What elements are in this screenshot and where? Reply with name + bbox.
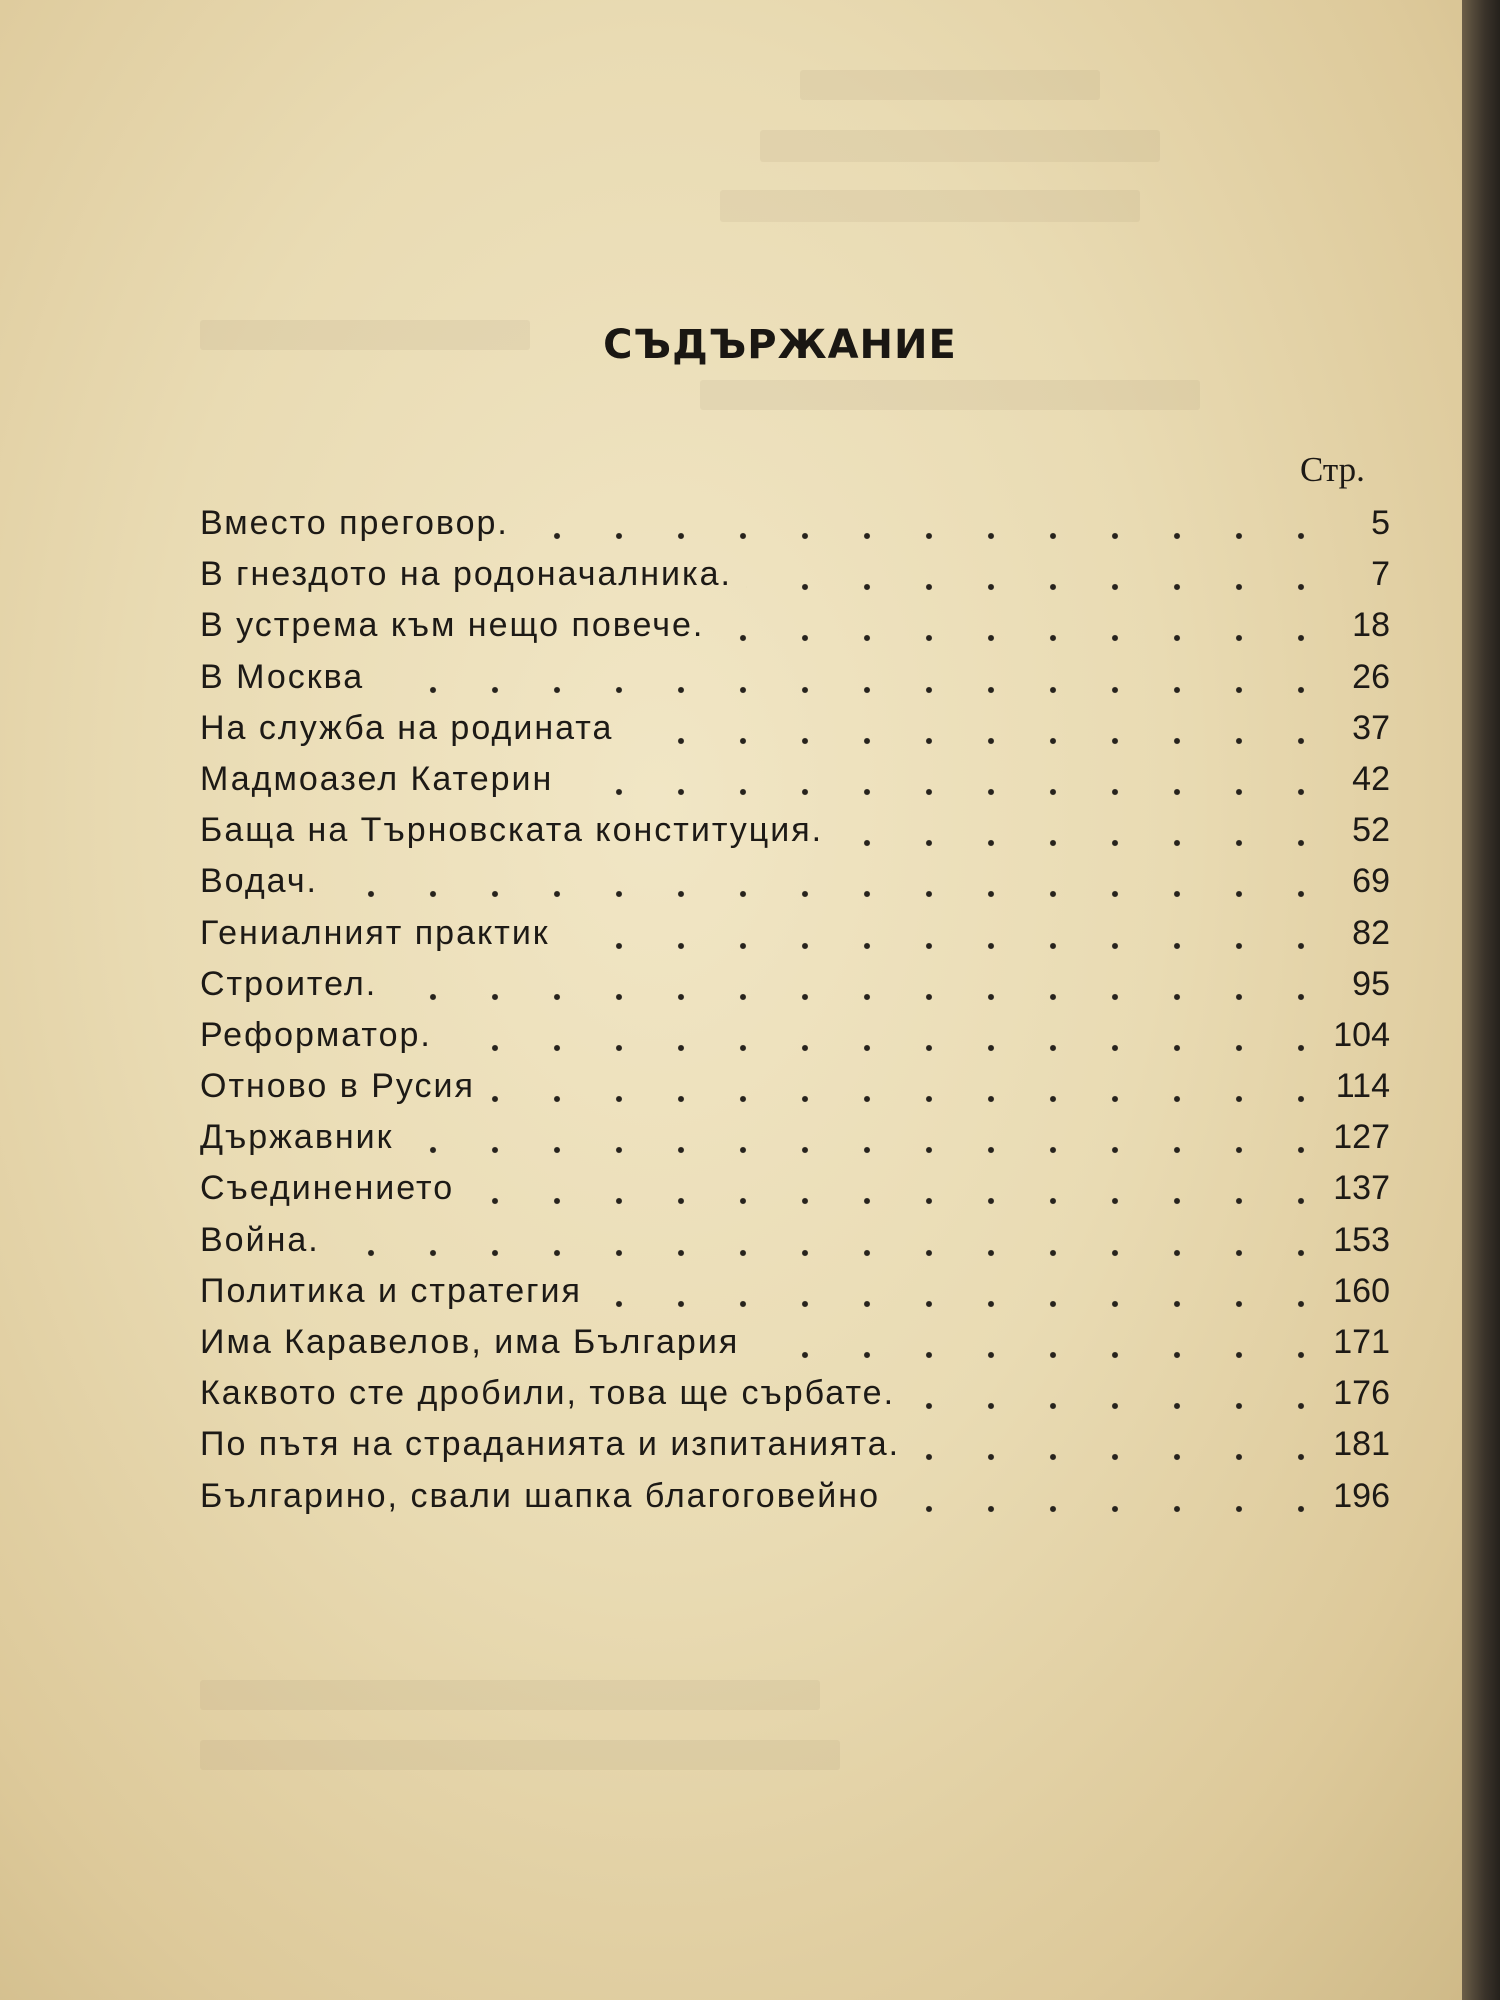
- dot-leader: [567, 788, 1332, 796]
- toc-entry: [200, 705, 1390, 756]
- dot-leader: [596, 1300, 1332, 1308]
- toc-entry-page: 26: [1352, 657, 1390, 696]
- toc-entry-page: 153: [1333, 1220, 1390, 1259]
- toc-entry-title: Има Каравелов, има България: [200, 1323, 740, 1361]
- dot-leader: [332, 890, 1332, 898]
- dot-leader: [446, 1044, 1332, 1052]
- toc-entry-title: Война.: [200, 1220, 320, 1259]
- toc-entry-title: Политика и стратегия: [200, 1271, 582, 1310]
- toc-entry-page: 18: [1352, 606, 1390, 645]
- table-of-contents: [200, 500, 1390, 1524]
- toc-entry: [200, 654, 1390, 705]
- bleed-through-text: [720, 190, 1140, 222]
- toc-entry-page: 69: [1352, 862, 1390, 901]
- toc-entry: [200, 1012, 1390, 1063]
- bleed-through-text: [200, 1740, 840, 1770]
- toc-entry-page: 171: [1333, 1323, 1390, 1361]
- toc-entry-title: Мадмоазел Катерин: [200, 759, 554, 798]
- dot-leader: [837, 839, 1332, 847]
- toc-entry: [200, 1114, 1390, 1165]
- toc-entry-title: Водач.: [200, 862, 319, 901]
- toc-entry-title: Българино, свали шапка благоговейно: [200, 1476, 880, 1515]
- toc-entry-page: 42: [1352, 759, 1390, 798]
- bleed-through-text: [800, 70, 1100, 100]
- dot-leader: [718, 634, 1332, 642]
- toc-entry-title: В устрема към нещо повече.: [200, 606, 705, 645]
- dot-leader: [489, 1095, 1332, 1103]
- toc-entry: [200, 1063, 1390, 1114]
- toc-entry-page: 160: [1333, 1271, 1390, 1310]
- toc-entry-title: Гениалният практик: [200, 913, 550, 952]
- dot-leader: [914, 1453, 1332, 1461]
- toc-entry: [200, 1473, 1390, 1524]
- dot-leader: [523, 532, 1332, 540]
- bleed-through-text: [700, 380, 1200, 410]
- toc-entry: [200, 858, 1390, 909]
- toc-entry: [200, 602, 1390, 653]
- dot-leader: [378, 686, 1332, 694]
- toc-entry: [200, 1370, 1390, 1421]
- toc-entry-title: В гнездото на родоначалника.: [200, 555, 732, 594]
- dot-leader: [746, 583, 1332, 591]
- toc-entry-title: Каквото сте дробили, това ще сърбате.: [200, 1374, 896, 1413]
- page-title: СЪДЪРЖАНИЕ: [603, 322, 957, 368]
- toc-entry-page: 82: [1352, 913, 1390, 952]
- dot-leader: [753, 1351, 1332, 1359]
- toc-entry-title: Вместо преговор.: [200, 504, 509, 542]
- toc-entry-page: 196: [1333, 1476, 1390, 1515]
- toc-entry-page: 37: [1352, 708, 1390, 747]
- dot-leader: [334, 1249, 1332, 1257]
- toc-entry: [200, 1217, 1390, 1268]
- page-edge-shadow: [1462, 0, 1500, 2000]
- toc-entry: [200, 807, 1390, 858]
- dot-leader: [627, 737, 1332, 745]
- dot-leader: [909, 1402, 1332, 1410]
- bleed-through-text: [760, 130, 1160, 162]
- dot-leader: [408, 1146, 1332, 1154]
- toc-entry: [200, 910, 1390, 961]
- toc-entry: [200, 1165, 1390, 1216]
- bleed-through-text: [200, 1680, 820, 1710]
- toc-entry: [200, 961, 1390, 1012]
- toc-entry-title: Отново в Русия: [200, 1067, 475, 1106]
- toc-entry-title: Държавник: [200, 1118, 394, 1157]
- toc-entry-page: 7: [1371, 555, 1390, 594]
- toc-entry-page: 95: [1352, 964, 1390, 1003]
- toc-entry-title: Баща на Търновската конституция.: [200, 811, 824, 850]
- toc-entry: [200, 1319, 1390, 1370]
- bleed-through-text: [200, 320, 530, 350]
- toc-entry-page: 176: [1333, 1374, 1390, 1413]
- dot-leader: [564, 942, 1332, 950]
- toc-entry: [200, 500, 1390, 551]
- toc-entry-page: 104: [1333, 1015, 1390, 1054]
- toc-entry: [200, 1268, 1390, 1319]
- toc-entry-title: Строител.: [200, 964, 378, 1003]
- toc-entry-title: Реформатор.: [200, 1015, 432, 1054]
- toc-entry-title: На служба на родината: [200, 708, 614, 747]
- toc-entry: [200, 551, 1390, 602]
- toc-entry-title: Съединението: [200, 1169, 455, 1208]
- toc-entry-page: 5: [1371, 504, 1390, 542]
- dot-leader: [468, 1197, 1332, 1205]
- dot-leader: [391, 993, 1332, 1001]
- toc-entry-title: В Москва: [200, 657, 365, 696]
- toc-entry: [200, 1421, 1390, 1472]
- toc-entry-page: 114: [1335, 1067, 1390, 1106]
- toc-entry-page: 181: [1333, 1425, 1390, 1464]
- toc-entry-title: По пътя на страданията и изпитанията.: [200, 1425, 901, 1464]
- toc-entry-page: 52: [1352, 811, 1390, 850]
- page-column-label: Стр.: [1300, 450, 1365, 489]
- toc-entry-page: 127: [1333, 1118, 1390, 1157]
- toc-entry: [200, 756, 1390, 807]
- dot-leader: [894, 1505, 1332, 1513]
- toc-entry-page: 137: [1333, 1169, 1390, 1208]
